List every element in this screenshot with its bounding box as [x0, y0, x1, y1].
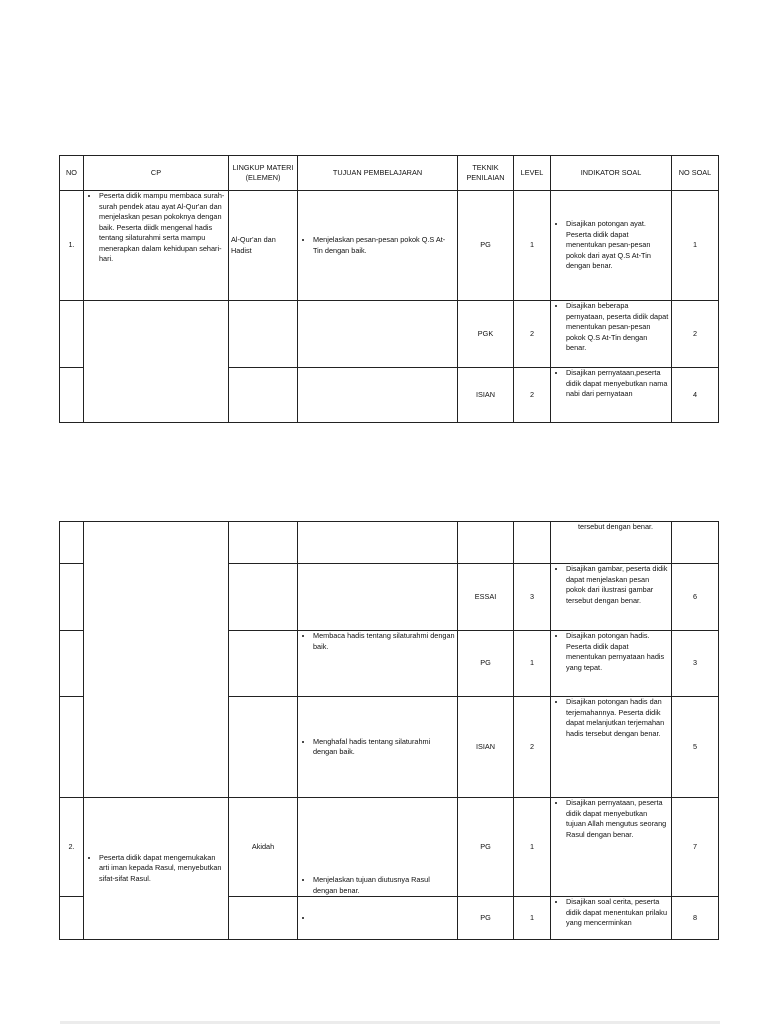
row-number: 2.: [60, 798, 84, 897]
indikator-list: [553, 301, 669, 354]
level-cell: 2: [514, 697, 551, 798]
table-row: [60, 301, 719, 368]
tujuan-cell: [298, 368, 458, 423]
level-cell: 1: [514, 631, 551, 697]
row-number: 1.: [60, 191, 84, 301]
indikator-list: [553, 564, 669, 606]
row-number: [60, 368, 84, 423]
indikator-cell: [551, 631, 672, 697]
tujuan-text: • Menjelaskan pesan-pesan pokok Q.S At-Tin dengan baik.: [313, 235, 455, 256]
row-number: [60, 897, 84, 940]
indikator-text: • Disajikan beberapa pernyataan, peserta didik dapat menentukan pesan-pesan pokok Q.S At-Tin dengan benar.: [566, 301, 669, 354]
indikator-list: [553, 219, 669, 272]
tujuan-text: • Menghafal hadis tentang silaturahmi dengan baik.: [313, 737, 455, 758]
row-number: [60, 564, 84, 631]
cp-cell: [84, 798, 229, 940]
cp-list: [86, 191, 226, 265]
header-no: NO: [60, 156, 84, 191]
indikator-list: [553, 631, 669, 673]
lingkup-cell: [229, 564, 298, 631]
cp-cell: [84, 522, 229, 798]
teknik-cell: PGK: [458, 301, 514, 368]
tujuan-list: [300, 875, 455, 896]
table-row: [60, 522, 719, 564]
header-no-soal: NO SOAL: [672, 156, 719, 191]
tujuan-cell: [298, 301, 458, 368]
cp-list: [86, 853, 226, 885]
teknik-cell: ISIAN: [458, 368, 514, 423]
level-cell: 1: [514, 798, 551, 897]
tujuan-cell: [298, 191, 458, 301]
no-soal-cell: [672, 522, 719, 564]
row-number: [60, 301, 84, 368]
lingkup-cell: [229, 697, 298, 798]
header-cp: CP: [84, 156, 229, 191]
table-row: [60, 191, 719, 301]
teknik-cell: PG: [458, 191, 514, 301]
indikator-text: • Disajikan pernyataan,peserta didik dapat menyebutkan nama nabi dari pernyataan: [566, 368, 669, 400]
teknik-cell: PG: [458, 798, 514, 897]
tujuan-list: [300, 737, 455, 758]
teknik-cell: [458, 522, 514, 564]
no-soal-cell: 2: [672, 301, 719, 368]
header-row: [60, 156, 719, 191]
no-soal-cell: 7: [672, 798, 719, 897]
indikator-list: [553, 798, 669, 840]
indikator-cell: [551, 301, 672, 368]
lingkup-cell: Akidah: [229, 798, 298, 897]
teknik-cell: PG: [458, 897, 514, 940]
no-soal-cell: 8: [672, 897, 719, 940]
cp-text: • Peserta didik mampu membaca surah-surah pendek atau ayat Al-Qur'an dan menjelaskan pesan pokoknya dengan baik. Peserta diidk mengenal hadis tentang silaturahmi serta mampu menerapkan dalam kehidupan sehari-hari.: [99, 191, 226, 265]
no-soal-cell: 6: [672, 564, 719, 631]
header-teknik: TEKNIK PENILAIAN: [458, 156, 514, 191]
teknik-cell: ESSAI: [458, 564, 514, 631]
tujuan-cell: [298, 897, 458, 940]
tujuan-text: [313, 913, 455, 924]
lingkup-cell: [229, 631, 298, 697]
indikator-cell: [551, 798, 672, 897]
tujuan-cell: [298, 697, 458, 798]
tujuan-cell: [298, 798, 458, 897]
indikator-list: [553, 368, 669, 400]
header-level: LEVEL: [514, 156, 551, 191]
no-soal-cell: 4: [672, 368, 719, 423]
row-number: [60, 697, 84, 798]
lingkup-cell: [229, 368, 298, 423]
indikator-cell: [551, 564, 672, 631]
level-cell: 1: [514, 897, 551, 940]
level-cell: 2: [514, 368, 551, 423]
level-cell: 2: [514, 301, 551, 368]
tujuan-cell: [298, 522, 458, 564]
tujuan-list: [300, 235, 455, 256]
tujuan-cell: [298, 631, 458, 697]
tujuan-text: • Menjelaskan tujuan diutusnya Rasul dengan benar.: [313, 875, 455, 896]
indikator-text: • Disajikan potongan hadis dan terjemahannya. Peserta didik dapat melanjutkan terjemahan hadis tersebut dengan benar.: [566, 697, 669, 739]
tujuan-text: • Membaca hadis tentang silaturahmi dengan baik.: [313, 631, 455, 652]
header-indikator: INDIKATOR SOAL: [551, 156, 672, 191]
tujuan-list: [300, 913, 455, 924]
indikator-text: • Disajikan soal cerita, peserta didik dapat menentukan prilaku yang mencerminkan: [566, 897, 669, 929]
indikator-cell: [551, 522, 672, 564]
teknik-cell: ISIAN: [458, 697, 514, 798]
kisi-kisi-table-2: [59, 521, 719, 940]
indikator-cell: [551, 191, 672, 301]
indikator-clip: [553, 368, 669, 422]
lingkup-cell: [229, 897, 298, 940]
indikator-text: tersebut dengan benar.: [578, 522, 654, 531]
row-number: [60, 631, 84, 697]
no-soal-cell: 1: [672, 191, 719, 301]
no-soal-cell: 5: [672, 697, 719, 798]
header-lingkup: LINGKUP MATERI (ELEMEN): [229, 156, 298, 191]
teknik-cell: PG: [458, 631, 514, 697]
indikator-text: • Disajikan gambar, peserta didik dapat menjelaskan pesan pokok dari ilustrasi gambar tersebut dengan benar.: [566, 564, 669, 606]
indikator-text: • Disajikan potongan hadis. Peserta didik dapat menentukan pernyataan hadis yang tepat.: [566, 631, 669, 673]
kisi-kisi-table-1: [59, 155, 719, 423]
cp-cell: [84, 301, 229, 423]
lingkup-cell: Al-Qur'an dan Hadist: [229, 191, 298, 301]
row-number: [60, 522, 84, 564]
indikator-cell: [551, 368, 672, 423]
tujuan-list: [300, 631, 455, 652]
cp-text: • Peserta didik dapat mengemukakan arti iman kepada Rasul, menyebutkan sifat-sifat Rasul.: [99, 853, 226, 885]
cp-cell: [84, 191, 229, 301]
indikator-text: • Disajikan potongan ayat. Peserta didik dapat menentukan pesan-pesan pokok dari ayat Q.S At-Tin dengan benar.: [566, 219, 669, 272]
indikator-cell: [551, 897, 672, 940]
table-row: [60, 798, 719, 897]
level-cell: [514, 522, 551, 564]
indikator-list: [553, 697, 669, 739]
lingkup-cell: [229, 522, 298, 564]
indikator-text: • Disajikan pernyataan, peserta didik dapat menyebutkan tujuan Allah mengutus seorang Rasul dengan benar.: [566, 798, 669, 840]
no-soal-cell: 3: [672, 631, 719, 697]
indikator-cell: [551, 697, 672, 798]
indikator-clip: [553, 897, 669, 939]
level-cell: 1: [514, 191, 551, 301]
header-tujuan: TUJUAN PEMBELAJARAN: [298, 156, 458, 191]
lingkup-cell: [229, 301, 298, 368]
level-cell: 3: [514, 564, 551, 631]
indikator-list: [553, 897, 669, 929]
tujuan-cell: [298, 564, 458, 631]
